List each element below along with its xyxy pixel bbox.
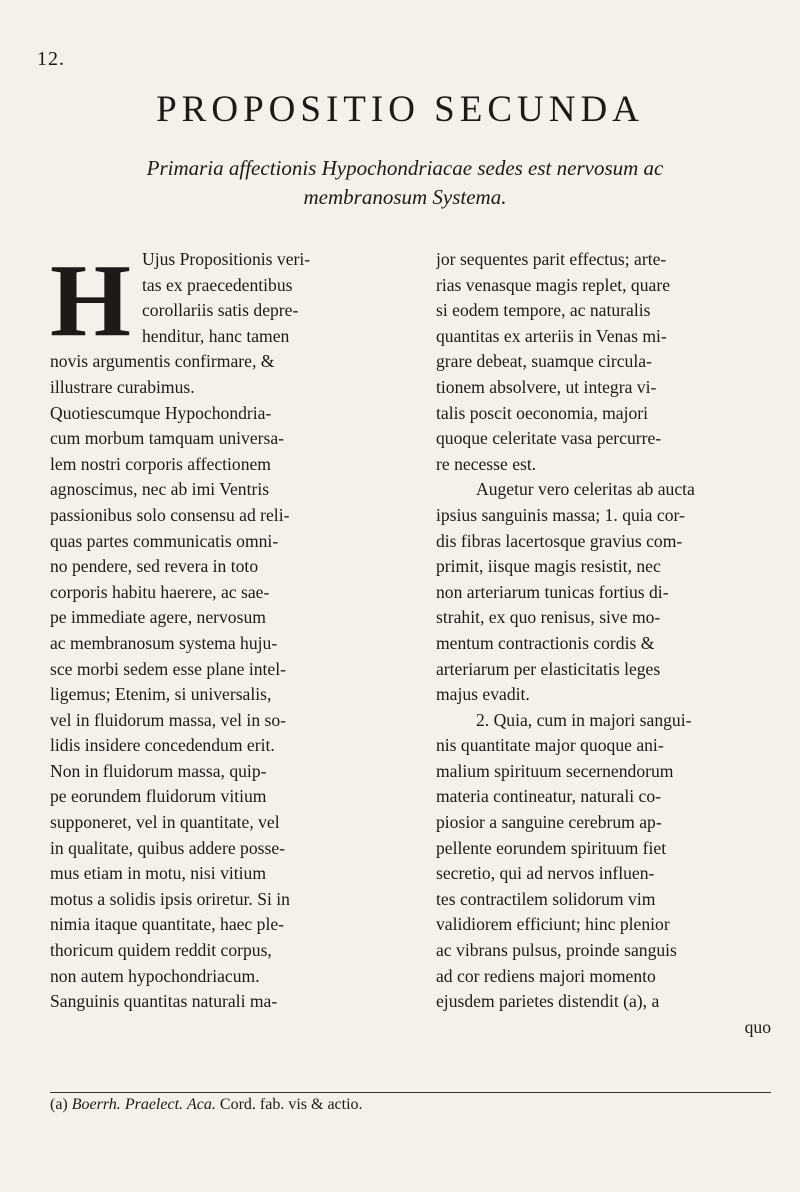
text-line: Non in fluidorum massa, quip- xyxy=(50,760,267,781)
text-line: tionem absolvere, ut integra vi- xyxy=(436,376,657,397)
footnote-work: Praelect. xyxy=(124,1096,184,1113)
text-line: nimia itaque quantitate, haec ple- xyxy=(50,914,284,935)
text-line: dis fibras lacertosque gravius com- xyxy=(436,530,683,551)
text-line: Quotiescumque Hypochondria- xyxy=(50,402,272,423)
left-column xyxy=(50,243,380,1015)
text-line: majus evadit. xyxy=(436,684,530,705)
drop-cap: H xyxy=(50,243,131,358)
text-line: primit, iisque magis resistit, nec xyxy=(436,556,661,577)
text-line: corollariis satis depre- xyxy=(142,300,299,321)
text-line: lidis insidere concedendum erit. xyxy=(50,735,275,756)
text-line: agnoscimus, nec ab imi Ventris xyxy=(50,479,270,500)
text-line: ejusdem parietes distendit (a), a xyxy=(436,991,660,1012)
text-line: pe eorundem fluidorum vitium xyxy=(50,786,267,807)
text-line: malium spirituum secernendorum xyxy=(436,760,674,781)
text-line: in qualitate, quibus addere posse- xyxy=(50,837,286,858)
text-line: jor sequentes parit effectus; arte- xyxy=(436,249,667,269)
text-line: sce morbi sedem esse plane intel- xyxy=(50,658,286,679)
text-line: illustrare curabimus. xyxy=(50,376,195,397)
text-line: mentum contractionis cordis & xyxy=(436,632,655,653)
text-line: cum morbum tamquam universa- xyxy=(50,428,285,449)
text-line: mus etiam in motu, nisi vitium xyxy=(50,863,267,884)
text-line: quoque celeritate vasa percurre- xyxy=(436,428,662,449)
text-line: supponeret, vel in quantitate, vel xyxy=(50,812,280,833)
catchword: quo xyxy=(744,1016,771,1037)
text-line: tas ex praecedentibus xyxy=(142,274,293,295)
text-line: talis poscit oeconomia, majori xyxy=(436,402,649,423)
text-line: Sanguinis quantitas naturali ma- xyxy=(50,991,278,1012)
text-line: no pendere, sed revera in toto xyxy=(50,556,259,577)
footnote-mark: (a) xyxy=(50,1096,68,1113)
text-line: materia contineatur, naturali co- xyxy=(436,786,661,807)
text-line: passionibus solo consensu ad reli- xyxy=(50,504,290,525)
text-line: tes contractilem solidorum vim xyxy=(436,888,656,909)
text-line: piosior a sanguine cerebrum ap- xyxy=(436,812,662,833)
text-line: validiorem efficiunt; hinc plenior xyxy=(436,914,670,935)
subtitle xyxy=(60,154,750,212)
page-number: 12. xyxy=(37,48,65,70)
footnote-author: Boerrh. xyxy=(71,1096,121,1113)
text-line: Ujus Propositionis veri- xyxy=(142,249,311,269)
text-line: pellente eorundem spirituum fiet xyxy=(436,837,667,858)
text-line: secretio, qui ad nervos influen- xyxy=(436,863,655,884)
text-line: quantitas ex arteriis in Venas mi- xyxy=(436,325,667,346)
text-line: ad cor rediens majori momento xyxy=(436,965,656,986)
text-line: non autem hypochondriacum. xyxy=(50,965,260,986)
footnote xyxy=(50,1094,363,1116)
text-line: strahit, ex quo renisus, sive mo- xyxy=(436,607,661,628)
text-line: si eodem tempore, ac naturalis xyxy=(436,300,651,321)
text-line: vel in fluidorum massa, vel in so- xyxy=(50,709,287,730)
subtitle-line: Primaria affectionis Hypochondriacae sedes est nervosum ac xyxy=(146,156,664,180)
text-line: arteriarum per elasticitatis leges xyxy=(436,658,661,679)
text-line: grare debeat, suamque circula- xyxy=(436,351,652,372)
text-line: thoricum quidem reddit corpus, xyxy=(50,940,272,961)
subtitle-line: membranosum Systema. xyxy=(303,185,507,209)
text-line: ac membranosum systema huju- xyxy=(50,632,278,653)
text-line: ac vibrans pulsus, proinde sanguis xyxy=(436,940,677,961)
footnote-work2: Aca. xyxy=(187,1096,216,1113)
text-line: motus a solidis ipsis oriretur. Si in xyxy=(50,888,290,909)
text-line: henditur, hanc tamen xyxy=(142,325,290,346)
right-column xyxy=(436,247,771,1040)
text-line: 2. Quia, cum in majori sangui- xyxy=(476,709,692,730)
text-line: corporis habitu haerere, ac sae- xyxy=(50,581,270,602)
page-title: PROPOSITIO SECUNDA xyxy=(156,89,644,130)
text-line: nis quantitate major quoque ani- xyxy=(436,735,664,756)
text-line: rias venasque magis replet, quare xyxy=(436,274,671,295)
text-line: non arteriarum tunicas fortius di- xyxy=(436,581,669,602)
text-line: Augetur vero celeritas ab aucta xyxy=(476,479,695,500)
text-line: pe immediate agere, nervosum xyxy=(50,607,266,628)
text-line: ipsius sanguinis massa; 1. quia cor- xyxy=(436,504,685,525)
footnote-rest: Cord. fab. vis & actio. xyxy=(219,1096,363,1113)
text-line: lem nostri corporis affectionem xyxy=(50,453,271,474)
text-line: ligemus; Etenim, si universalis, xyxy=(50,684,272,705)
text-line: re necesse est. xyxy=(436,453,537,474)
text-line: quas partes communicatis omni- xyxy=(50,530,279,551)
footnote-rule xyxy=(50,1092,771,1093)
text-line: novis argumentis confirmare, & xyxy=(50,351,275,372)
